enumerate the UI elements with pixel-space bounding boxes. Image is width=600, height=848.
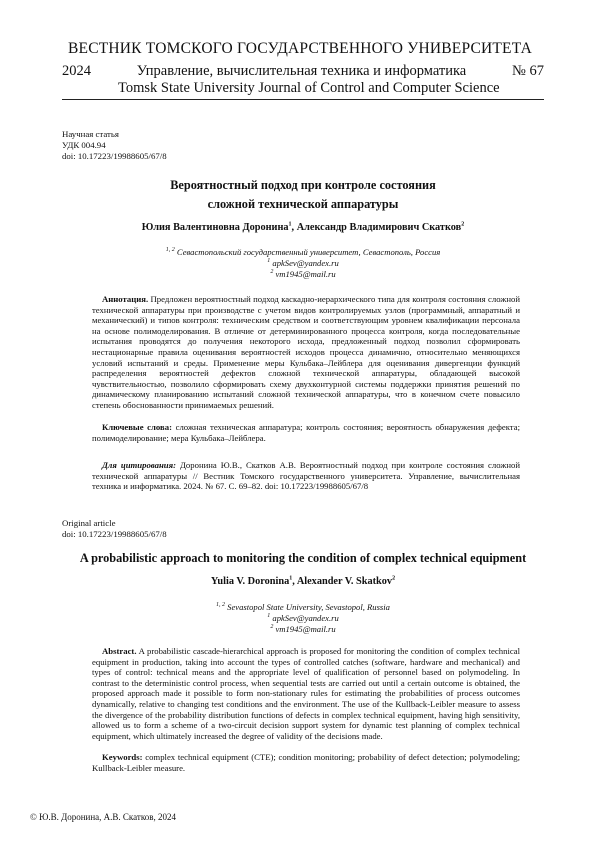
ru-affil-sup: 1, 2 — [165, 247, 175, 254]
ru-article-type: Научная статья — [62, 129, 119, 139]
journal-issue: № 67 — [512, 63, 544, 79]
header-rule — [62, 99, 544, 100]
ru-meta — [62, 129, 167, 161]
en-abstract-text: A probabilistic cascade-hierarchical approach is proposed for monitoring the condition of complex technical equipment in production, taking into account the types of controlled catches (software, hardware and mechanical) and types of control: technical means and the appropriate level of qualification of personnel based on polymodeling. In contrast to the deterministic control process, when sequential tests are carried out until a certain outcome is obtained, the proposed approach made it possible to form non-stationary rules for estimating the probabilities of process outcomes dynamically, relative to changing test conditions and the environment. The use of the Kullback-Leibler measure to assess the divergence of the probability distribution functions of defects in complex technical equipment, having high sensitivity, allowed us to form a scheme of a two-circuit decision support system for dynamic test planning of complex technical equipment, which ultimately increased the degree of validity of the decisions made. — [92, 646, 520, 741]
en-keywords-text: complex technical equipment (CTE); condition monitoring; probability of defect detection; polymodeling; Kullback-Leibler measure. — [92, 752, 520, 773]
ru-email2-sup: 2 — [270, 269, 274, 276]
en-author1: Yulia V. Doronina — [210, 576, 290, 587]
ru-email1-line — [62, 258, 544, 269]
ru-author1-sup: 1 — [288, 221, 292, 228]
ru-citation — [92, 460, 520, 492]
en-abstract-label: Abstract. — [102, 646, 137, 656]
ru-doi: doi: 10.17223/19988605/67/8 — [62, 150, 167, 161]
ru-author1: Юлия Валентиновна Доронина — [141, 222, 289, 233]
en-email1[interactable]: apkSev@yandex.ru — [272, 613, 339, 623]
journal-title: ВЕСТНИК ТОМСКОГО ГОСУДАРСТВЕННОГО УНИВЕРСИТЕТА — [67, 40, 533, 57]
en-authors — [62, 576, 544, 587]
ru-abstract-text: Предложен вероятностный подход каскадно-иерархического типа для контроля состояния сложной технической аппаратуры при производстве с учетом видов контролируемых узлов (программный, аппаратный и механический) и типов контроля: техническим средством и соответствующим уровнем квалификации персонала на основе полимоделирования. В отличие от детерминированного процесса контроля, когда последовательные испытания проводятся до получения некоторого исхода, предложенный подход позволил сформировать нестационарные правила оценивания вероятностей исходов процесса динамично, относительно меняющихся условий испытаний и среды. Применение меры Кульбака–Лейблера для оценивания дивергенции функций распределения вероятностей дефектов сложной технической аппаратуры, обладающей высокой чувствительностью, позволило сформировать схему двухконтурной системы поддержки принятия решений по динамическому планированию испытаний сложной технической аппаратуры, что в конечном счете повысило степень обоснованности принимаемых решений. — [92, 294, 520, 410]
en-author2: Alexander V. Skatkov — [296, 576, 393, 587]
en-affiliation — [62, 602, 544, 613]
ru-author2: Александр Владимирович Скатков — [296, 222, 462, 233]
ru-affil-text: Севастопольский государственный университет, Севастополь, Россия — [176, 247, 441, 257]
en-email2-sup: 2 — [270, 624, 274, 631]
ru-email1[interactable]: apkSev@yandex.ru — [272, 258, 339, 268]
ru-keywords-text: сложная техническая аппаратура; контроль состояния; вероятность обнаружения дефекта; полимоделирование; мера Кульбака–Лейблера. — [92, 422, 520, 443]
en-keywords — [92, 752, 520, 773]
en-meta — [62, 518, 167, 540]
en-doi: doi: 10.17223/19988605/67/8 — [62, 528, 167, 539]
ru-email2-line — [62, 269, 544, 280]
journal-series: Управление, вычислительная техника и информатика — [136, 63, 467, 79]
en-title: A probabilistic approach to monitoring the condition of complex technical equipment — [79, 551, 527, 565]
ru-abstract — [92, 294, 520, 411]
en-keywords-label: Keywords: — [102, 752, 143, 762]
en-email2[interactable]: vm1945@mail.ru — [275, 624, 336, 634]
en-author2-sup: 2 — [392, 575, 396, 582]
copyright: © Ю.В. Доронина, А.В. Скатков, 2024 — [30, 812, 177, 822]
ru-email2[interactable]: vm1945@mail.ru — [275, 269, 336, 279]
ru-author-separator: , — [291, 222, 297, 233]
en-affiliations — [62, 602, 544, 635]
en-abstract — [92, 646, 520, 741]
ru-affiliation — [62, 247, 544, 258]
ru-authors — [62, 222, 544, 233]
en-email1-sup: 1 — [267, 613, 271, 620]
journal-year: 2024 — [62, 63, 91, 79]
ru-affiliations — [62, 247, 544, 280]
ru-abstract-label: Аннотация. — [102, 294, 149, 304]
ru-email1-sup: 1 — [267, 258, 271, 265]
en-email2-line — [62, 624, 544, 635]
en-email1-line — [62, 613, 544, 624]
ru-keywords-label: Ключевые слова: — [102, 422, 172, 432]
ru-title — [62, 176, 544, 214]
ru-author2-sup: 2 — [461, 221, 465, 228]
ru-citation-label: Для цитирования: — [102, 460, 176, 470]
ru-keywords — [92, 422, 520, 443]
en-author1-sup: 1 — [289, 575, 293, 582]
ru-title-line2: сложной технической аппаратуры — [207, 197, 399, 211]
journal-series-row — [62, 63, 544, 80]
ru-udc: УДК 004.94 — [62, 139, 106, 150]
journal-title-en: Tomsk State University Journal of Control and Computer Science — [118, 80, 500, 96]
ru-citation-text: Доронина Ю.В., Скатков А.В. Вероятностный подход при контроле состояния сложной технической аппаратуры // Вестник Томского государственного университета. Управление, вычислительная техника и информатика. 2024. № 67. С. 69–82. doi: 10.17223/19988605/67/8 — [92, 460, 520, 492]
en-affil-text: Sevastopol State University, Sevastopol, Russia — [227, 602, 390, 612]
en-article-type: Original article — [62, 518, 116, 528]
ru-title-line1: Вероятностный подход при контроле состояния — [170, 178, 436, 192]
en-affil-sup: 1, 2 — [216, 602, 226, 609]
en-author-separator: , — [292, 576, 297, 587]
